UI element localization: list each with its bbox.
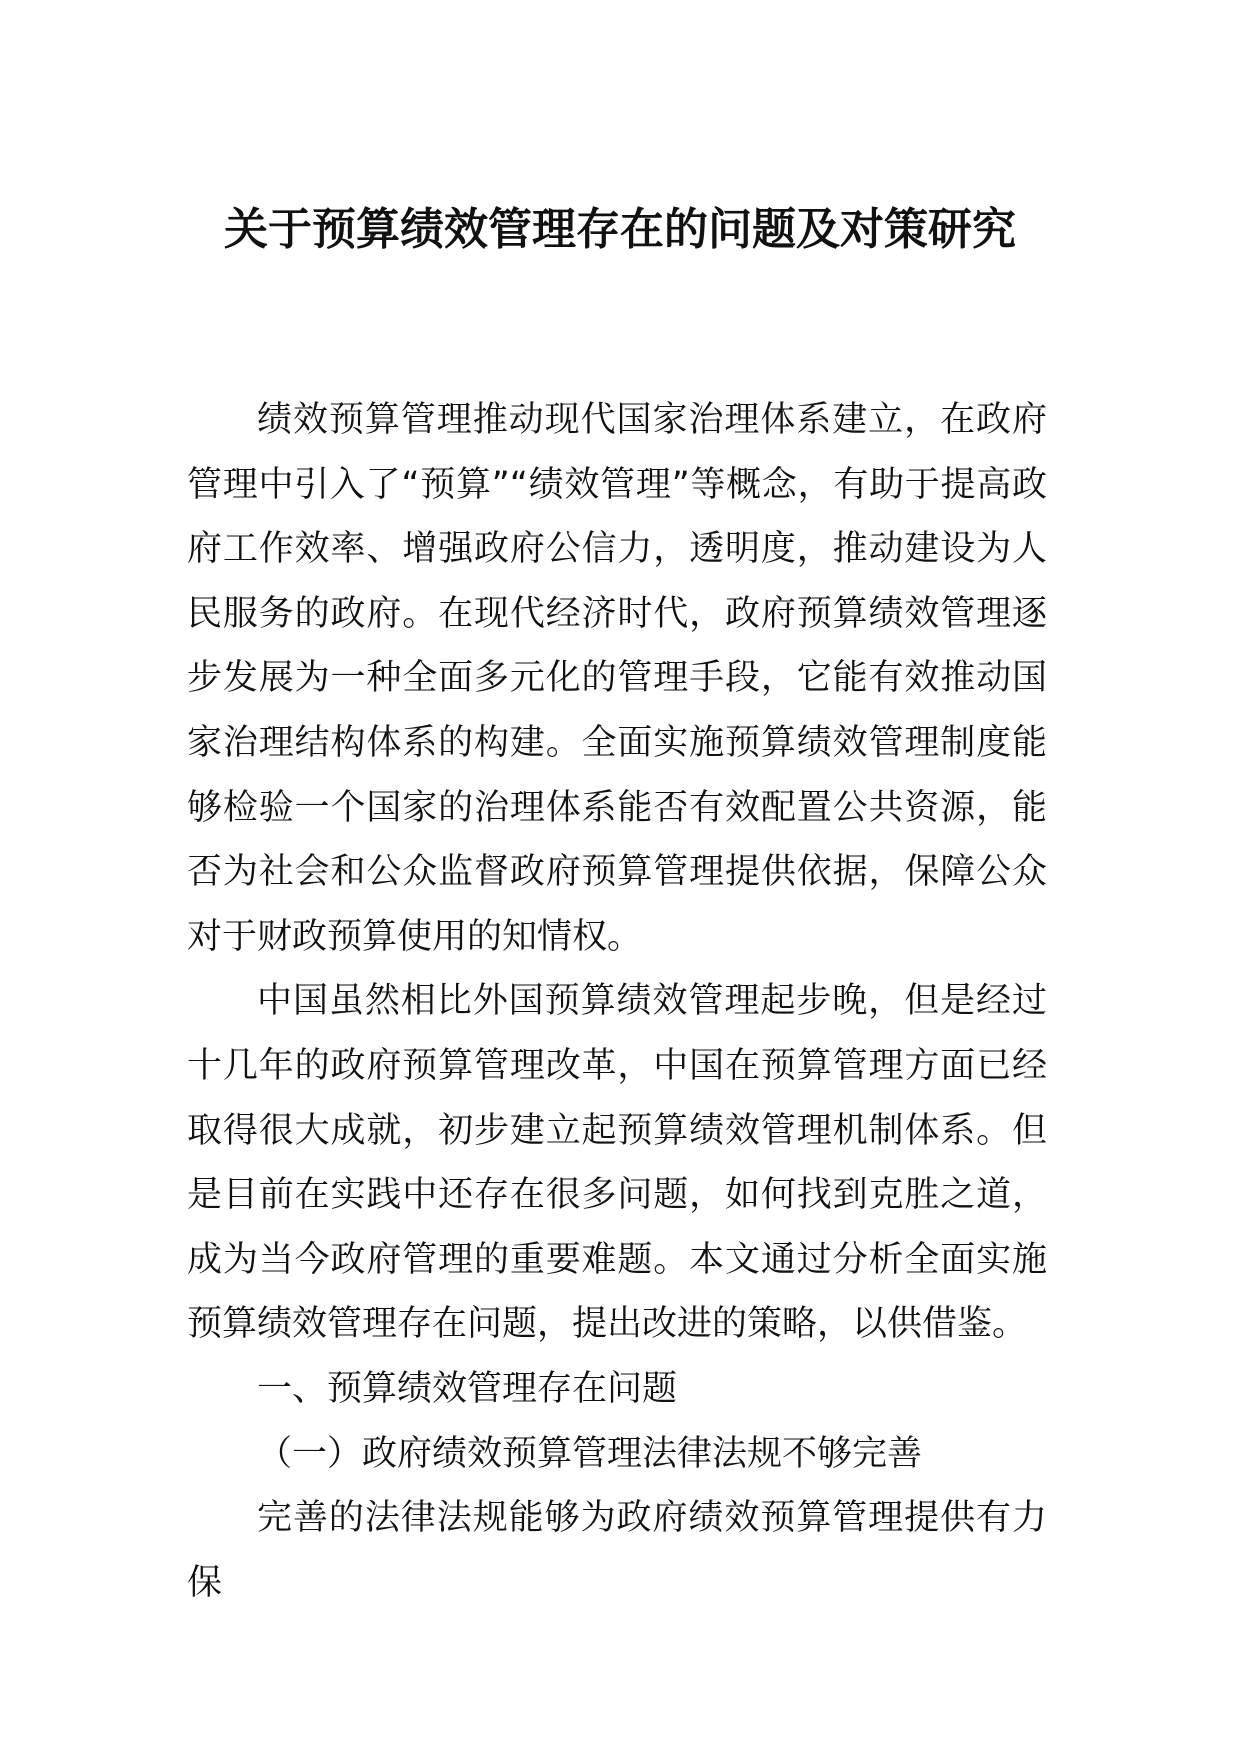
paragraph-intro: 绩效预算管理推动现代国家治理体系建立，在政府管理中引入了“预算”“绩效管理”等概念，有助于提高政府工作效率、增强政府公信力，透明度，推动建设为人民服务的政府。在现代经济时代，政府预算绩效管理逐步发展为一种全面多元化的管理手段，它能有效推动国家治理结构体系的构建。全面实施预算绩效管理制度能够检验一个国家的治理体系能否有效配置公共资源，能否为社会和公众监督政府预算管理提供依据，保障公众对于财政预算使用的知情权。 [187, 400, 1047, 957]
subsection-heading-1: （一）政府绩效预算管理法律法规不够完善 [257, 1433, 923, 1474]
section-heading-1: 一、预算绩效管理存在问题 [257, 1368, 678, 1409]
document-title: 关于预算绩效管理存在的问题及对策研究 [224, 204, 1016, 255]
paragraph-laws: 完善的法律法规能够为政府绩效预算管理提供有力保 [187, 1498, 1047, 1603]
paragraph-background: 中国虽然相比外国预算绩效管理起步晚，但是经过十几年的政府预算管理改革，中国在预算管理方面已经取得很大成就，初步建立起预算绩效管理机制体系。但是目前在实践中还存在很多问题，如何找到克胜之道，成为当今政府管理的重要难题。本文通过分析全面实施预算绩效管理存在问题，提出改进的策略，以供借鉴。 [187, 981, 1047, 1345]
document-body [187, 388, 1047, 1615]
